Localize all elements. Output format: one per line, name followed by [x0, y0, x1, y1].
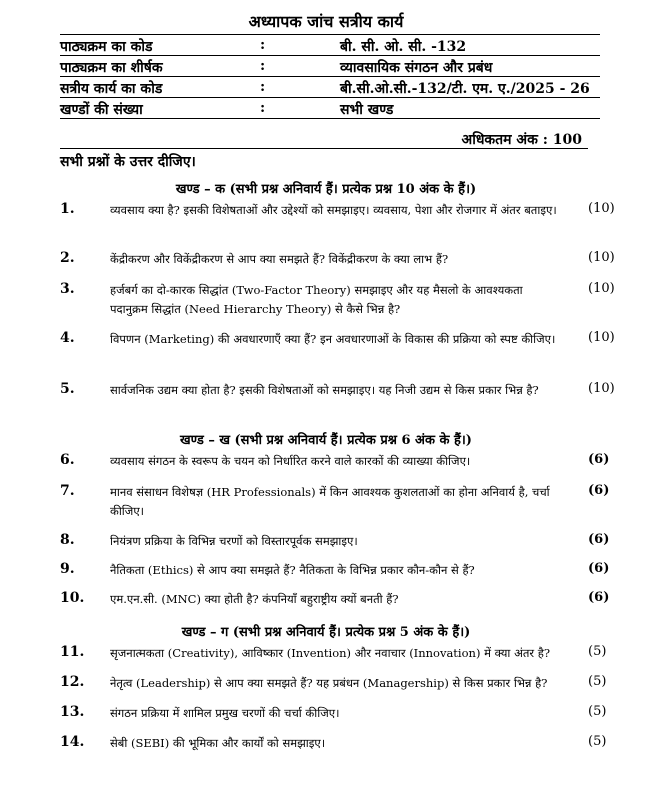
question-text: सार्वजनिक उद्यम क्या होता है? इसकी विशेषताओं को समझाइए। यह निजी उद्यम से किस प्रकार भिन्न है?: [110, 383, 539, 397]
question-text: एम.एन.सी. (MNC) क्या होती है? कंपनियाँ बहुराष्ट्रीय क्यों बनती हैं?: [110, 592, 399, 606]
info-colon: :: [260, 37, 266, 53]
question-number: 11.: [60, 644, 85, 660]
info-row-assignment-code: [60, 77, 600, 98]
question-marks: (6): [588, 483, 610, 498]
section-a-heading: खण्ड – क (सभी प्रश्न अनिवार्य हैं। प्रत्येक प्रश्न 10 अंक के हैं।): [175, 182, 477, 197]
info-colon: :: [260, 79, 266, 95]
question-text: केंद्रीकरण और विकेंद्रीकरण से आप क्या समझते हैं? विकेंद्रीकरण के क्या लाभ हैं?: [110, 252, 449, 266]
document-title: अध्यापक जांच सत्रीय कार्य: [248, 12, 404, 31]
info-row-course-code: [60, 35, 600, 56]
question-marks: (6): [588, 452, 610, 467]
info-label: खण्डों की संख्या: [60, 102, 143, 118]
course-info-table: [60, 34, 600, 119]
info-colon: :: [260, 100, 266, 116]
section-c-heading: खण्ड – ग (सभी प्रश्न अनिवार्य हैं। प्रत्येक प्रश्न 5 अंक के हैं।): [181, 625, 471, 640]
question-marks: (10): [588, 381, 615, 396]
question-number: 6.: [60, 452, 75, 468]
question-number: 5.: [60, 381, 75, 397]
question-marks: (5): [588, 734, 607, 749]
question-number: 10.: [60, 590, 85, 606]
question-number: 8.: [60, 532, 75, 548]
question-text: मानव संसाधन विशेषज्ञ (HR Professionals) में किन आवश्यक कुशलताओं का होना अनिवार्य है, चर्चा कीजिए।: [110, 485, 550, 518]
section-b-heading: खण्ड – ख (सभी प्रश्न अनिवार्य हैं। प्रत्येक प्रश्न 6 अंक के हैं।): [180, 433, 472, 448]
info-label: पाठ्यक्रम का शीर्षक: [60, 60, 163, 76]
question-marks: (10): [588, 250, 615, 265]
question-number: 9.: [60, 561, 75, 577]
question-marks: (10): [588, 330, 615, 345]
question-text: विपणन (Marketing) की अवधारणाएँ क्या हैं? इन अवधारणाओं के विकास की प्रक्रिया को स्पष्ट कीजिए।: [110, 332, 556, 346]
question-text: नियंत्रण प्रक्रिया के विभिन्न चरणों को विस्तारपूर्वक समझाइए।: [110, 534, 358, 548]
question-text: व्यवसाय संगठन के स्वरूप के चयन को निर्धारित करने वाले कारकों की व्याख्या कीजिए।: [110, 454, 471, 468]
question-text: सृजनात्मकता (Creativity), आविष्कार (Invention) और नवाचार (Innovation) में क्या अंतर है?: [110, 646, 551, 660]
question-number: 1.: [60, 201, 75, 217]
info-value: बी.सी.ओ.सी.-132/टी. एम. ए./2025 - 26: [340, 81, 590, 97]
info-row-course-title: [60, 56, 600, 77]
info-colon: :: [260, 58, 266, 74]
question-marks: (6): [588, 590, 610, 605]
question-number: 7.: [60, 483, 75, 499]
question-text: हर्जबर्ग का दो-कारक सिद्धांत (Two-Factor Theory) समझाइए और यह मैसलो के आवश्यकता पदानुक्रम सिद्धांत (Need Hierarchy Theory) से कैसे भिन्न है?: [110, 283, 523, 316]
info-value: बी. सी. ओ. सी. -132: [340, 39, 467, 55]
question-marks: (5): [588, 674, 607, 689]
question-marks: (6): [588, 561, 610, 576]
info-label: सत्रीय कार्य का कोड: [60, 81, 163, 97]
question-text: व्यवसाय क्या है? इसकी विशेषताओं और उद्देश्यों को समझाइए। व्यवसाय, पेशा और रोजगार में अंतर बताइए।: [110, 203, 557, 217]
question-text: नैतिकता (Ethics) से आप क्या समझते हैं? नैतिकता के विभिन्न प्रकार कौन-कौन से हैं?: [110, 563, 475, 577]
question-number: 4.: [60, 330, 75, 346]
question-number: 3.: [60, 281, 75, 297]
question-marks: (5): [588, 644, 607, 659]
info-row-block-count: [60, 98, 600, 118]
question-text: संगठन प्रक्रिया में शामिल प्रमुख चरणों की चर्चा कीजिए।: [110, 706, 340, 720]
question-number: 12.: [60, 674, 85, 690]
info-label: पाठ्यक्रम का कोड: [60, 39, 153, 55]
question-number: 14.: [60, 734, 85, 750]
instruction: सभी प्रश्नों के उत्तर दीजिए।: [60, 154, 196, 170]
question-marks: (10): [588, 281, 615, 296]
question-number: 2.: [60, 250, 75, 266]
question-text: नेतृत्व (Leadership) से आप क्या समझते हैं? यह प्रबंधन (Managership) से किस प्रकार भिन्न है?: [110, 676, 548, 690]
divider: [60, 148, 588, 149]
question-marks: (6): [588, 532, 610, 547]
question-text: सेबी (SEBI) की भूमिका और कार्यों को समझाइए।: [110, 736, 326, 750]
info-value: व्यावसायिक संगठन और प्रबंध: [340, 60, 493, 76]
info-value: सभी खण्ड: [340, 102, 394, 118]
question-marks: (10): [588, 201, 615, 216]
maximum-marks: अधिकतम अंक : 100: [461, 132, 582, 148]
question-number: 13.: [60, 704, 85, 720]
question-marks: (5): [588, 704, 607, 719]
